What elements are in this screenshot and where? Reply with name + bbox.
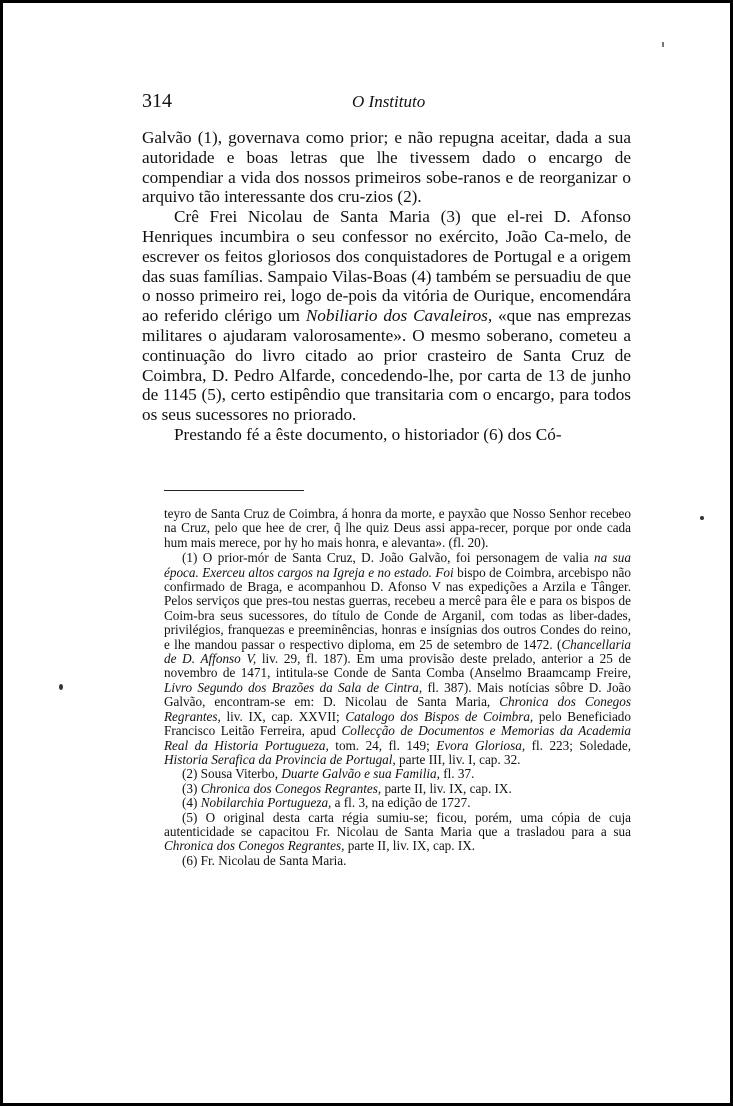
footnote-text: parte II, liv. IX, cap. IX. <box>344 838 476 854</box>
page-header <box>142 90 631 116</box>
footnote-text: fl. 223; Soledade, <box>525 737 631 753</box>
footnote-text: parte II, liv. IX, cap. IX. <box>381 780 512 796</box>
footnote-italic: Livro Segundo dos Brazões da Sala de Cintra, <box>164 679 423 695</box>
footnote-italic: Chronica dos Conegos Regrantes, <box>200 780 382 796</box>
footnote-italic: Catalogo dos Bispos de Coimbra, <box>345 708 534 724</box>
paragraph-3: Prestando fé a êste documento, o historiador (6) dos Có- <box>174 424 562 444</box>
footnote-text: liv. IX, cap. XXVII; <box>220 708 346 724</box>
footnote-italic: Chancellaria de D. Affonso V, <box>164 636 631 667</box>
footnote-text: pelo Beneficiado Francisco Leitão Ferreira, apud <box>164 708 631 739</box>
footnote-text: parte III, liv. I, cap. 32. <box>395 751 521 767</box>
footnotes <box>164 507 631 868</box>
footnote-5 <box>164 811 631 854</box>
margin-speck <box>700 516 704 520</box>
footnote-2 <box>164 767 631 781</box>
footnote-italic: na sua época. Exerceu altos cargos na Igreja e no estado. Foi <box>164 550 631 580</box>
footnote-italic: Nobilarchia Portugueza, <box>200 795 332 811</box>
margin-speck <box>59 684 63 690</box>
footnote-text: (3) <box>182 780 201 796</box>
footnote-text: (5) O original desta carta régia sumiu-se; ficou, porém, uma cópia de cuja autenticidade se capacitou Fr. Nicolau de Santa Maria que a trasladou para a sua <box>164 809 631 839</box>
footnote-text: liv. 29, fl. 187). Em uma provisão deste prelado, anterior a 25 de novembro de 1471, intitula-se Conde de Santa Comba (Anselmo Braamcamp Freire, <box>164 651 632 681</box>
margin-speck <box>662 42 664 47</box>
footnote-text: fl. 387). Mais notícias sôbre D. João Galvão, encontram-se em: D. Nicolau de Santa Maria, <box>164 679 631 710</box>
footnote-text: a fl. 3, na edição de 1727. <box>331 795 471 811</box>
paragraph-2-text: Crê Frei Nicolau de Santa Maria (3) que el-rei D. Afonso Henriques incumbira o seu confessor no exército, João Ca-melo, de escrever os feitos gloriosos dos conquistadores de Portugal e a origem das suas famílias. Sampaio Vilas-Boas (4) também se persuadiu de que o nosso primeiro rei, logo de-pois da vitória de Ourique, encomendára ao referido clérigo um <box>142 207 631 326</box>
footnote-italic: Chronica dos Conegos Regrantes, <box>164 694 632 724</box>
running-title: O Instituto <box>352 92 426 111</box>
footnote-italic: Chronica dos Conegos Regrantes, <box>164 838 345 854</box>
footnote-italic: Duarte Galvão e sua Familia, <box>281 766 440 782</box>
footnote-italic: Evora Gloriosa, <box>436 737 526 753</box>
footnote-continuation: teyro de Santa Cruz de Coimbra, á honra da morte, e payxão que Nosso Senhor recebeo na Cruz, pelo que hee de crer, q̃ lhe quiz Deus assi appa-recer, porque por onde cada hum mais merece, por hy ho mais honra, e alevanta». (fl. 20). <box>164 506 631 550</box>
footnote-1 <box>164 551 631 767</box>
footnote-4 <box>164 796 631 810</box>
paragraph-2-text-cont: «que nas emprezas militares o ajudaram valorosamente». O mesmo soberano, cometeu a continuação do livro citado ao prior crasteiro de Santa Cruz de Coimbra, D. Pedro Alfarde, concedendo-lhe, por carta de 13 de junho de 1145 (5), certo estipêndio que transitaria com o encargo, para todos os seus sucessores no priorado. <box>142 306 632 425</box>
paragraph-2 <box>142 207 631 425</box>
footnote-italic: Collecção de Documentos e Memorias da Academia Real da Historia Portugueza, <box>164 723 631 753</box>
footnote-text: fl. 37. <box>439 766 475 782</box>
main-text <box>142 128 631 445</box>
footnote-3 <box>164 782 631 796</box>
paragraph-1: Galvão (1), governava como prior; e não repugna aceitar, dada a sua autoridade e boas letras que lhe tivessem dado o encargo de compendiar a vida dos nossos primeiros sobe-ranos e de reorganizar o arquivo tão interessante dos cru-zios (2). <box>142 128 631 207</box>
footnote-6: (6) Fr. Nicolau de Santa Maria. <box>182 852 347 868</box>
footnote-text: bispo de Coimbra, arcebispo não confirmado de Braga, e acompanhou D. Afonso V nas expedições a Arzila e Tânger. Pelos serviços que pres-tou nestas guerras, recebeu a mercê para êle e para os bispos de Coim-bra seus sucessores, do título de Conde de Arganil, com todas as liber-dades, privilégios, franquezas e preeminências, honras e insígnias dos outros Condes do reino, e lhe mandou passar o respectivo diploma, em 25 de setembro de 1472. ( <box>164 564 631 652</box>
book-title-nobiliario: Nobiliario dos Cavaleiros, <box>305 306 493 326</box>
page-number: 314 <box>142 90 172 112</box>
footnote-italic: Historia Serafica da Provincia de Portugal, <box>164 751 396 767</box>
footnote-text: tom. 24, fl. 149; <box>328 737 437 753</box>
footnote-rule <box>164 490 304 491</box>
footnote-text: (1) O prior-mór de Santa Cruz, D. João Galvão, foi personagem de valia <box>182 550 595 566</box>
footnote-text: (4) <box>182 795 201 811</box>
footnote-text: (2) Sousa Viterbo, <box>182 766 282 782</box>
